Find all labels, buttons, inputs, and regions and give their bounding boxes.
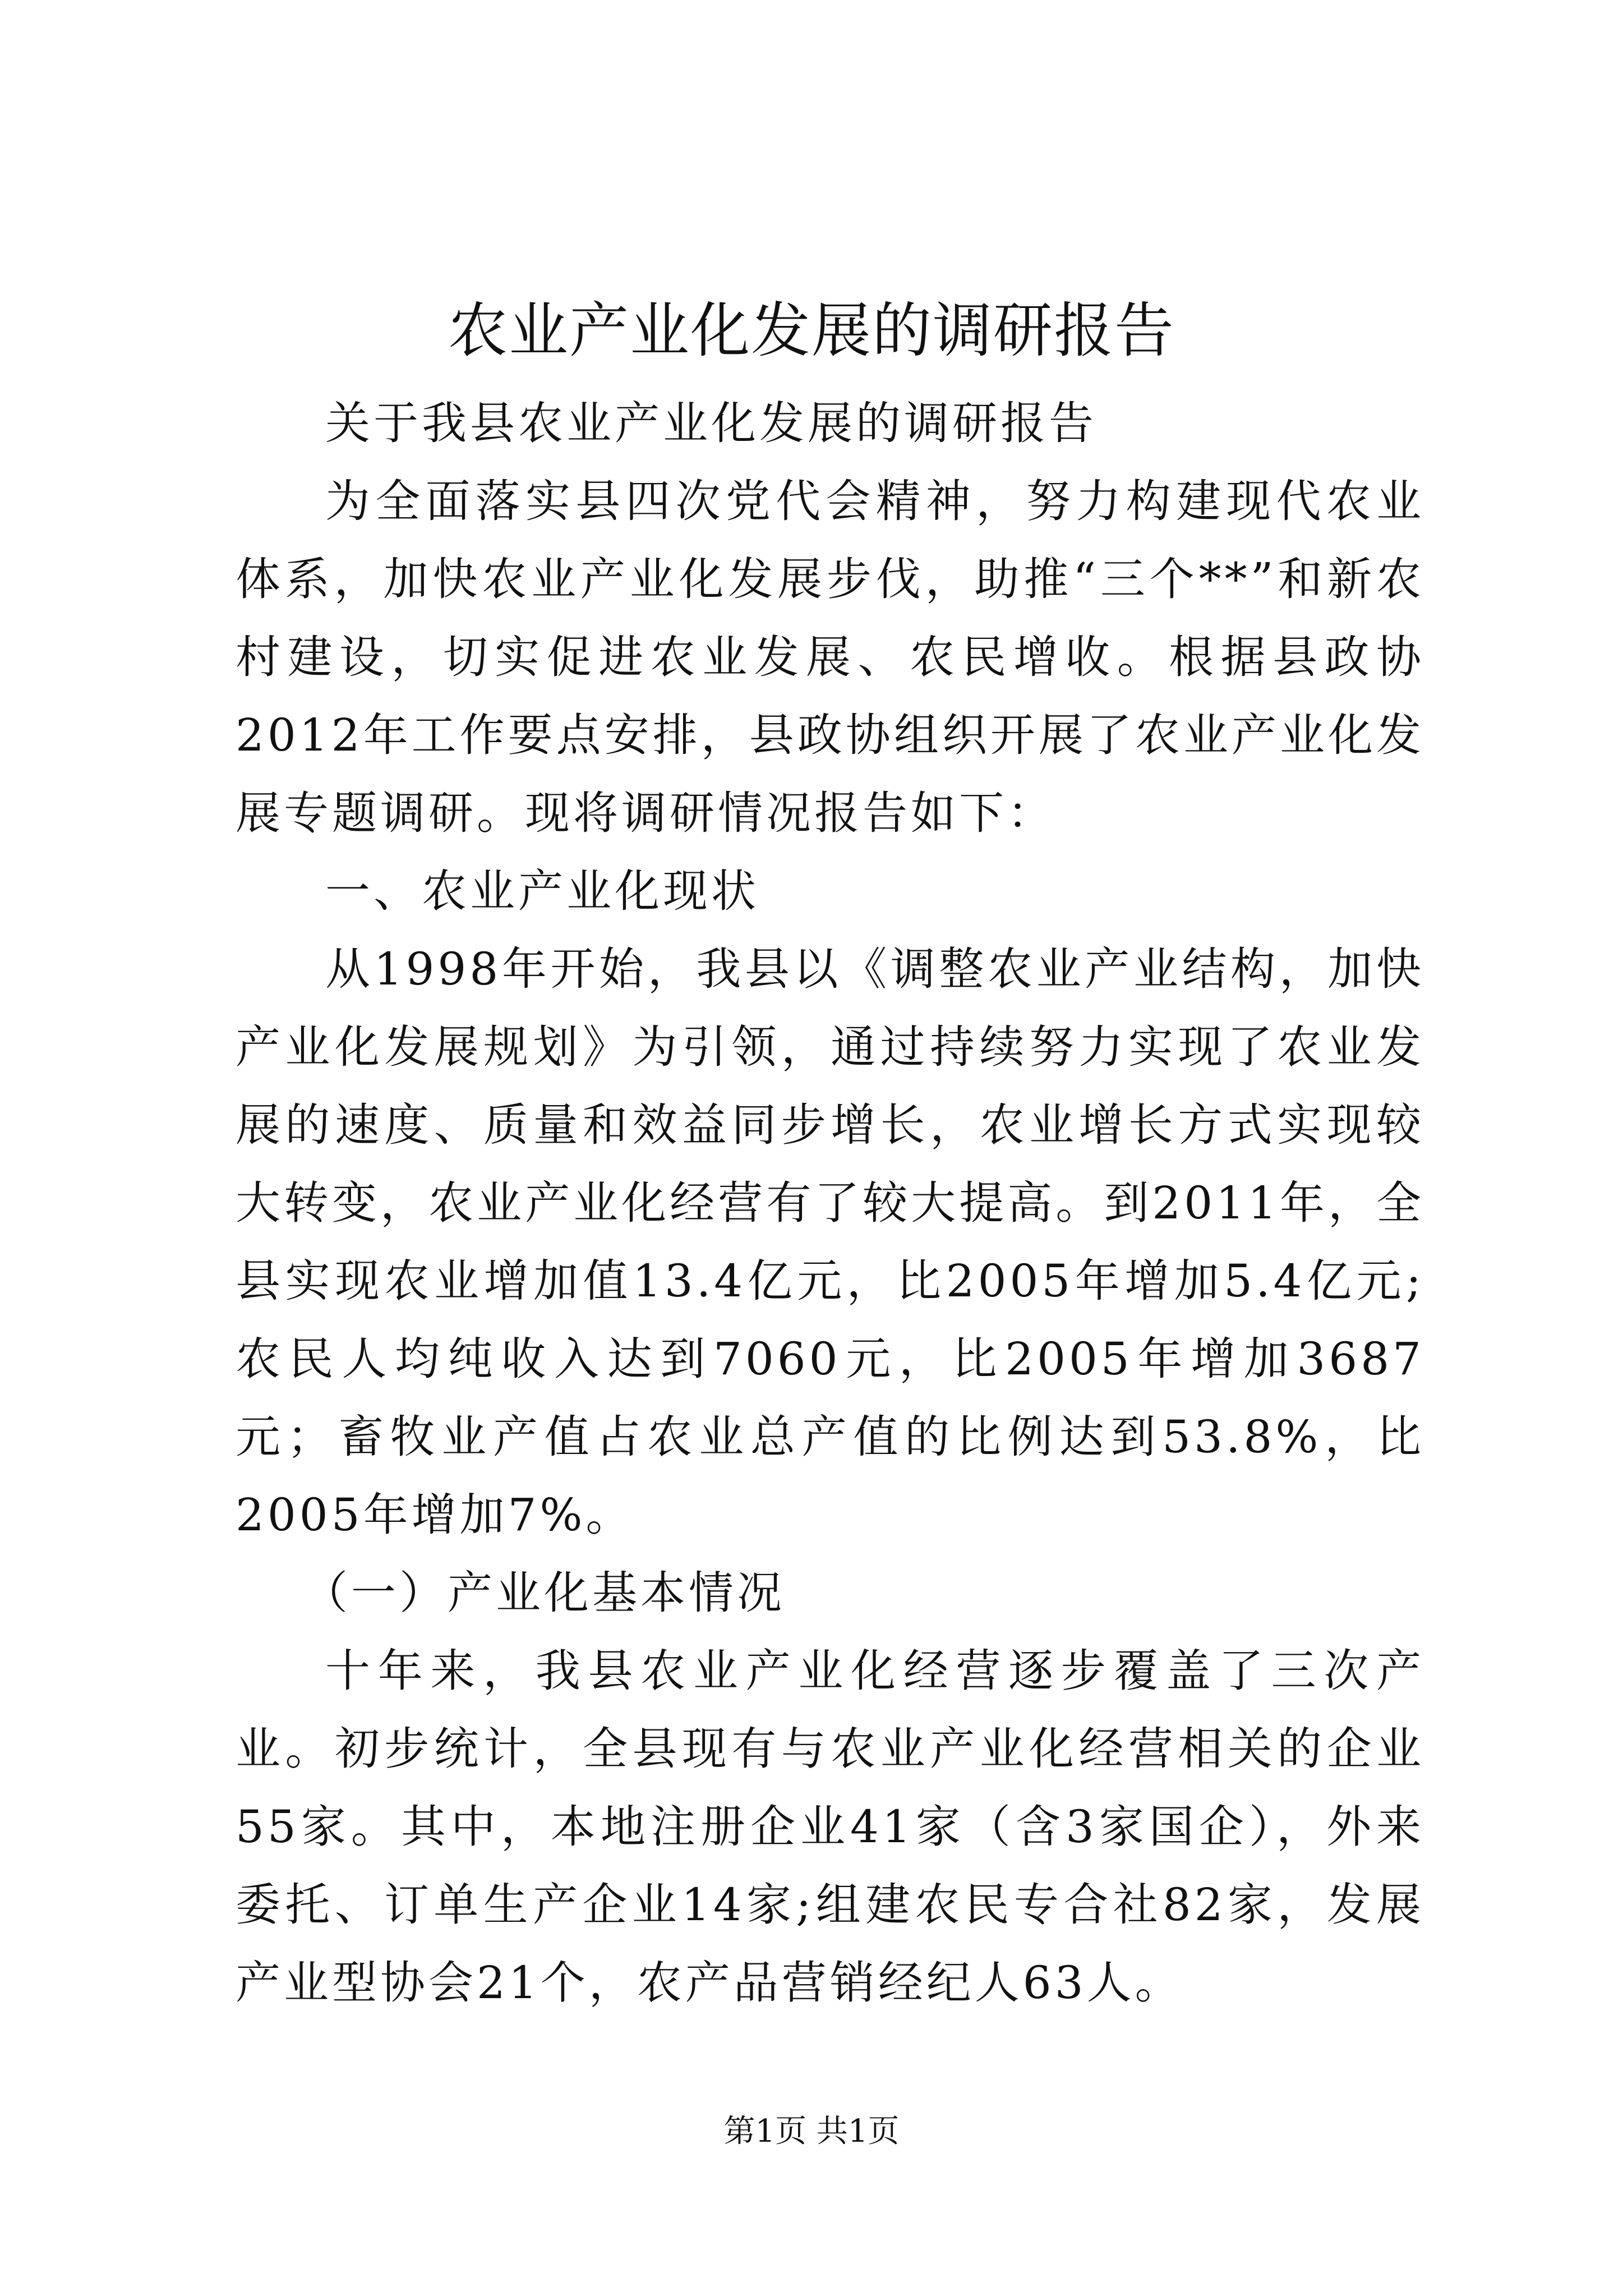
section-heading: 一、农业产业化现状 <box>325 865 759 917</box>
intro-paragraph: 为全面落实县四次党代会精神，努力构建现代农业体系，加快农业产业化发展步伐，助推“三个**”和新农村建设，切实促进农业发展、农民增收。根据县政协2012年工作要点安排，县政协组织开展了农业产业化发展专题调研。现将调研情况报告如下： <box>236 475 1424 839</box>
document-title: 农业产业化发展的调研报告 <box>448 296 1175 365</box>
subtitle-paragraph: 关于我县农业产业化发展的调研报告 <box>325 397 1097 449</box>
page-footer: 第1页 共1页 <box>723 2113 900 2150</box>
subsection-heading: （一）产业化基本情况 <box>303 1567 785 1619</box>
status-paragraph: 从1998年开始，我县以《调整农业产业结构，加快产业化发展规划》为引领，通过持续努力实现了农业发展的速度、质量和效益同步增长，农业增长方式实现较大转变，农业产业化经营有了较大提高。到2011年，全县实现农业增加值13.4亿元，比2005年增加5.4亿元;农民人均纯收入达到7060元，比2005年增加3687元；畜牧业产值占农业总产值的比例达到53.8%，比2005年增加7%。 <box>236 943 1424 1541</box>
basic-situation-paragraph: 十年来，我县农业产业化经营逐步覆盖了三次产业。初步统计，全县现有与农业产业化经营相关的企业55家。其中，本地注册企业41家（含3家国企），外来委托、订单生产企业14家;组建农民专合社82家，发展产业型协会21个，农产品营销经纪人63人。 <box>236 1645 1424 2009</box>
document-body <box>236 384 1424 2022</box>
